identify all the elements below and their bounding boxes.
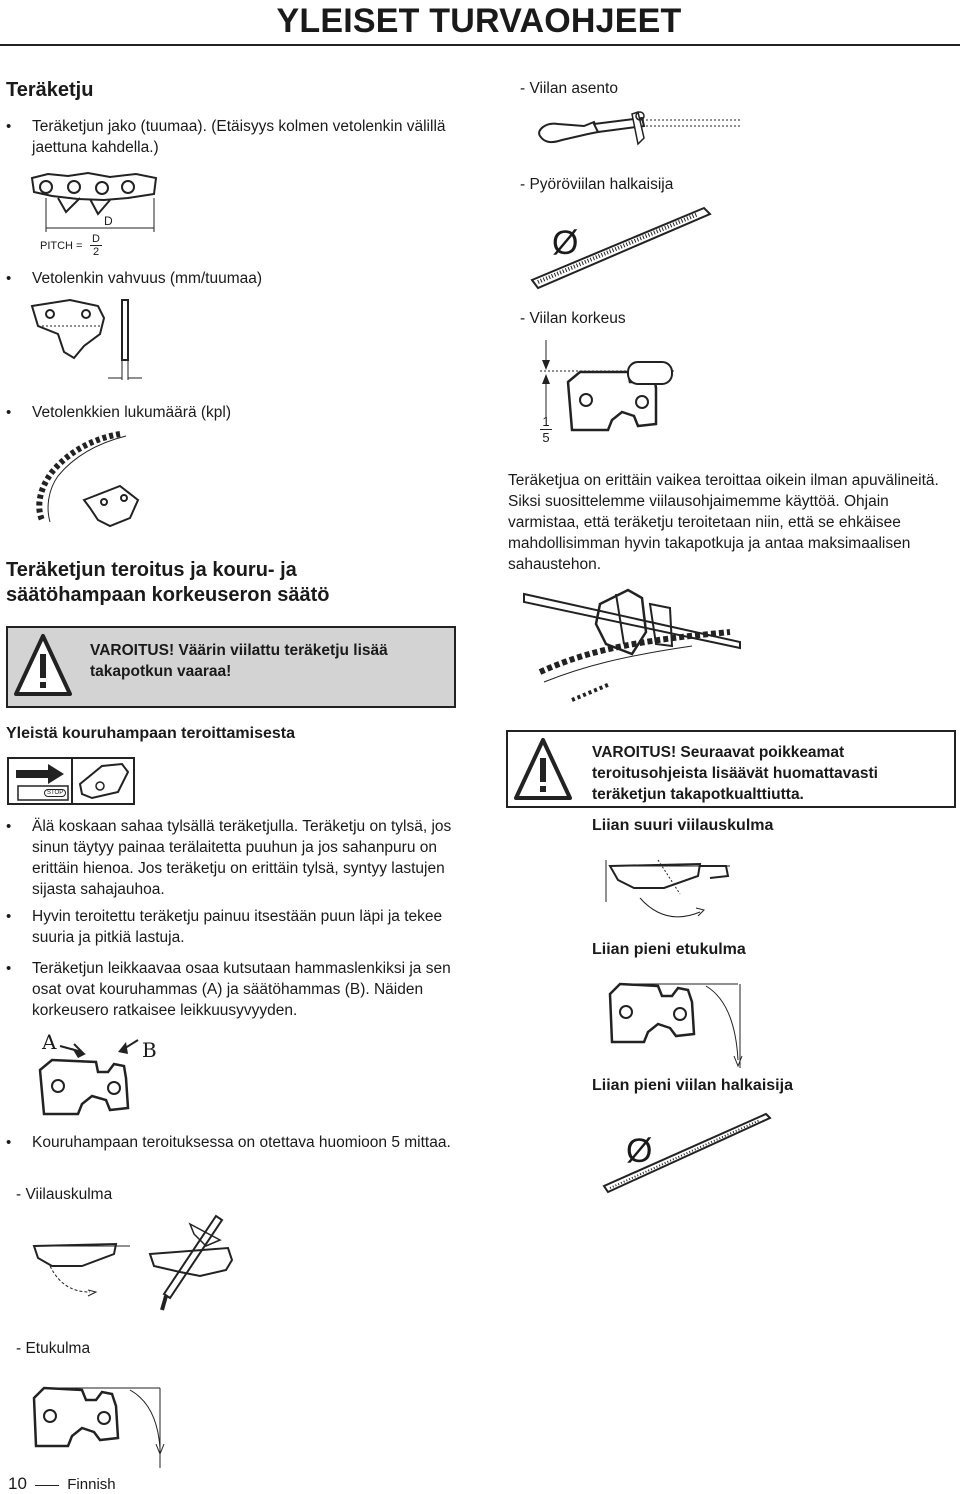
section-title-sharpening [6,558,329,608]
warning-text-right [592,742,942,805]
chain-loop-illustration [26,428,166,538]
bullet-cutter-parts: • Teräketjun leikkaavaa osaa kutsutaan hammaslenkiksi ja sen osat ovat kouruhammas (A) ja säätöhammas (B). Näiden korkeusero ratkaisee leikkuusyvyyden. [32,958,454,1021]
bullet-link-count: • Vetolenkkien lukumäärä (kpl) [32,402,432,423]
bullet-dull-chain: • Älä koskaan sahaa tylsällä teräketjulla. Teräketju on tylsä, jos sinun täytyy painaa terälaitetta puuhun ja jos sahanpuru on erittäin hienoa. Jos teräketju on erittäin tylsä, syntyy lastujen sijasta sahajauhoa. [32,816,454,900]
sharpening-title-line1: Teräketjun teroitus ja kouru- ja [6,559,297,581]
too-large-angle-title: Liian suuri viilauskulma [592,817,774,834]
thin-file-illustration [600,1106,780,1196]
general-sharpening-title: Yleistä kouruhampaan teroittamisesta [6,725,295,742]
page-number: 10 [8,1474,27,1493]
diameter-symbol-top: Ø [552,224,579,262]
pitch-formula-fraction [90,233,102,258]
header-rule [0,44,960,46]
file-position-label: - Viilan asento [520,80,618,97]
file-guide-description: Teräketjua on erittäin vaikea teroittaa oikein ilman apuvälineitä. Siksi suosittelemme viilausohjaimemme käyttöä. Ohjain varmistaa, että teräketju teroitetaan niin, että se ehkäisee mahdollisimman hyvin takapotkuja ja antaa maksimaalisen sahaustehon. [508,472,939,573]
pitch-denominator: 2 [92,246,100,258]
file-height-label: - Viilan korkeus [520,310,626,327]
file-angle-illustration [30,1206,270,1316]
file-guide-illustration [520,584,746,712]
footer-language: Finnish [67,1476,116,1493]
page-title: YLEISET TURVAOHJEET [276,2,682,40]
pitch-dimension-label: D [104,214,113,228]
sharpening-title-line2: säätöhampaan korkeuseron säätö [6,584,330,606]
too-small-side-illustration [606,972,756,1072]
drive-link-gauge-illustration [30,298,160,388]
file-diameter-label: - Pyöröviilan halkaisija [520,176,674,193]
too-small-diameter-title: Liian pieni viilan halkaisija [592,1077,793,1094]
dull-chain-icon [6,756,136,806]
warning-text-left [90,640,440,682]
label-b: B [142,1038,157,1062]
diameter-symbol-bottom: Ø [626,1132,653,1170]
too-large-angle-illustration [600,846,750,926]
footer-dash [35,1485,59,1486]
file-angle-label: - Viilauskulma [16,1186,113,1203]
bullet-gauge: • Vetolenkin vahvuus (mm/tuumaa) [32,268,432,289]
stop-sign-icon: STOP [44,789,66,797]
label-a: A [42,1030,57,1054]
bullet-five-dimensions: • Kouruhampaan teroituksessa on otettava huomioon 5 mittaa. [32,1132,452,1153]
too-small-side-title: Liian pieni etukulma [592,941,746,958]
height-fraction-denominator: 5 [542,430,550,445]
warning-triangle-icon [12,632,74,698]
warning-body-right: Seuraavat poikkeamat teroitusohjeista lisäävät huomattavasti teräketjun takapotkualttiutta. [592,744,878,803]
round-file-illustration [528,202,718,292]
bullet-sharp-chain: • Hyvin teroitettu teräketju painuu itsestään puun läpi ja tekee suuria ja pitkiä lastuja. [32,906,454,948]
file-height-illustration [536,338,696,438]
page-footer [8,1474,116,1494]
side-angle-label: - Etukulma [16,1340,91,1357]
pitch-formula-label: PITCH = [40,240,83,252]
bullet-pitch: • Teräketjun jako (tuumaa). (Etäisyys kolmen vetolenkin välillä jaettuna kahdella.) [32,116,452,158]
warning-title-left: VAROITUS! [90,642,175,659]
warning-title-right: VAROITUS! [592,744,677,761]
section-title-chain: Teräketju [6,79,94,101]
warning-body-left: Väärin viilattu teräketju lisää takapotkun vaaraa! [90,642,388,680]
pitch-numerator: D [90,233,102,246]
height-fraction [540,414,552,445]
cutter-tooth-ab-illustration [34,1030,154,1120]
side-angle-illustration [30,1376,180,1476]
warning-triangle-icon [512,736,574,802]
file-position-illustration [532,104,742,160]
height-fraction-numerator: 1 [540,414,552,430]
